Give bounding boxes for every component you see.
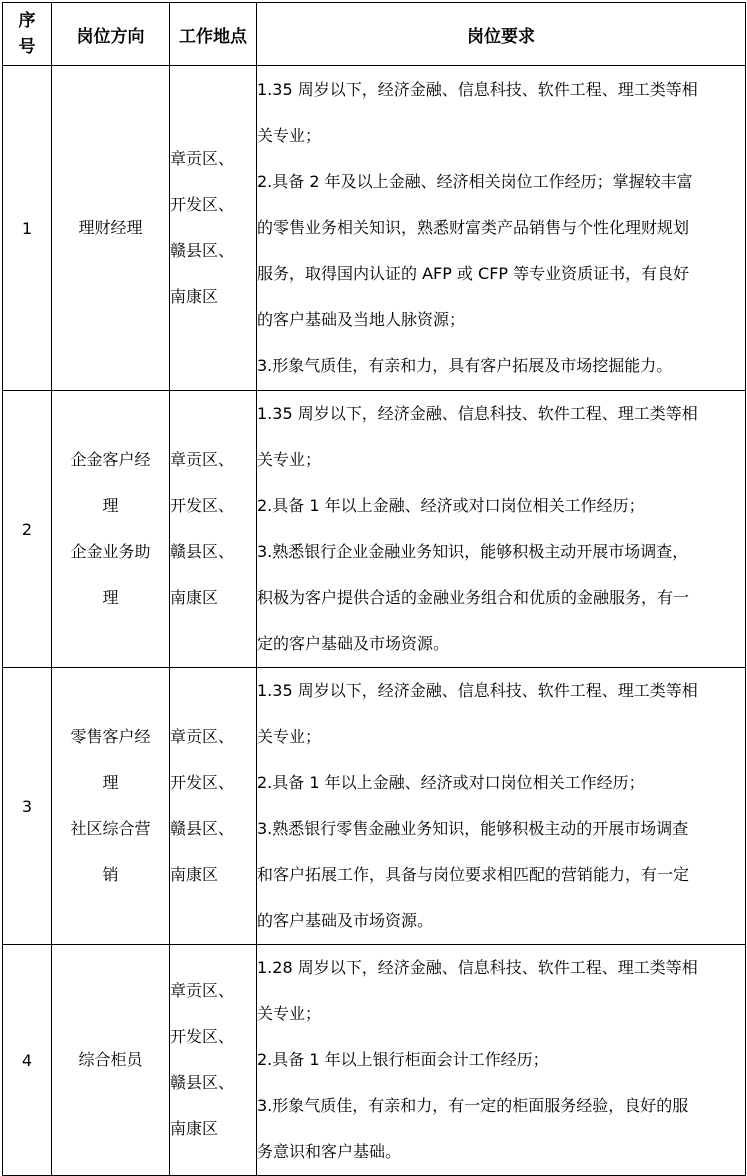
row-index: 2 xyxy=(3,391,52,668)
location-line: 赣县区、 xyxy=(170,241,235,260)
requirement-line: 3.形象气质佳，有亲和力，具有客户拓展及市场挖掘能力。 xyxy=(257,356,673,375)
location-line: 开发区、 xyxy=(170,773,235,792)
job-table xyxy=(2,2,746,1176)
table-row xyxy=(3,668,746,945)
header-location: 工作地点 xyxy=(170,3,257,66)
position-line: 企金业务助 xyxy=(70,542,151,561)
requirement-line: 1.35 周岁以下，经济金融、信息科技、软件工程、理工类等相 xyxy=(257,404,698,423)
table-row xyxy=(3,66,746,391)
requirement-line: 的客户基础及当地人脉资源； xyxy=(257,310,466,329)
row-index: 4 xyxy=(3,945,52,1176)
requirement-line: 2.具备 1 年以上银行柜面会计工作经历； xyxy=(257,1050,549,1069)
location-line: 赣县区、 xyxy=(170,819,235,838)
requirement-line: 定的客户基础及市场资源。 xyxy=(257,634,450,653)
requirement-line: 的客户基础及市场资源。 xyxy=(257,911,434,930)
row-location xyxy=(170,668,257,945)
location-line: 南康区 xyxy=(170,588,219,607)
requirement-line: 1.35 周岁以下，经济金融、信息科技、软件工程、理工类等相 xyxy=(257,681,698,700)
row-requirements xyxy=(257,66,746,391)
header-position: 岗位方向 xyxy=(52,3,170,66)
location-line: 南康区 xyxy=(170,865,219,884)
row-index: 3 xyxy=(3,668,52,945)
header-index xyxy=(3,3,52,66)
location-line: 南康区 xyxy=(170,287,219,306)
row-position xyxy=(52,945,170,1176)
position-line: 综合柜员 xyxy=(78,1050,143,1069)
table-row xyxy=(3,945,746,1176)
location-line: 章贡区、 xyxy=(170,149,235,168)
header-index-line: 号 xyxy=(18,37,36,57)
requirement-line: 关专业； xyxy=(257,126,322,145)
table-row xyxy=(3,391,746,668)
requirement-line: 1.35 周岁以下，经济金融、信息科技、软件工程、理工类等相 xyxy=(257,80,698,99)
requirement-line: 务意识和客户基础。 xyxy=(257,1142,402,1161)
requirement-line: 关专业； xyxy=(257,1004,322,1023)
position-line: 理 xyxy=(102,773,119,792)
requirement-line: 2.具备 1 年以上金融、经济或对口岗位相关工作经历； xyxy=(257,773,645,792)
row-location xyxy=(170,945,257,1176)
location-line: 南康区 xyxy=(170,1119,219,1138)
position-line: 理 xyxy=(102,588,119,607)
row-requirements xyxy=(257,945,746,1176)
location-line: 赣县区、 xyxy=(170,1073,235,1092)
row-location xyxy=(170,391,257,668)
row-requirements xyxy=(257,391,746,668)
header-requirements: 岗位要求 xyxy=(257,3,746,66)
position-line: 销 xyxy=(102,865,119,884)
position-line: 企金客户经 xyxy=(70,450,151,469)
location-line: 章贡区、 xyxy=(170,727,235,746)
requirement-line: 关专业； xyxy=(257,727,322,746)
row-position xyxy=(52,66,170,391)
requirement-line: 1.28 周岁以下，经济金融、信息科技、软件工程、理工类等相 xyxy=(257,958,698,977)
position-line: 社区综合营 xyxy=(70,819,151,838)
header-row xyxy=(3,3,746,66)
requirement-line: 的零售业务相关知识，熟悉财富类产品销售与个性化理财规划 xyxy=(257,218,690,237)
location-line: 开发区、 xyxy=(170,496,235,515)
row-position xyxy=(52,668,170,945)
requirement-line: 3.熟悉银行零售金融业务知识，能够积极主动的开展市场调查 xyxy=(257,819,689,838)
position-line: 理财经理 xyxy=(78,218,143,237)
requirement-line: 2.具备 2 年及以上金融、经济相关岗位工作经历；掌握较丰富 xyxy=(257,172,693,191)
location-line: 开发区、 xyxy=(170,1027,235,1046)
row-index: 1 xyxy=(3,66,52,391)
requirement-line: 服务，取得国内认证的 AFP 或 CFP 等专业资质证书，有良好 xyxy=(257,264,690,283)
row-location xyxy=(170,66,257,391)
requirement-line: 和客户拓展工作，具备与岗位要求相匹配的营销能力，有一定 xyxy=(257,865,690,884)
location-line: 章贡区、 xyxy=(170,981,235,1000)
row-position xyxy=(52,391,170,668)
location-line: 开发区、 xyxy=(170,195,235,214)
position-line: 理 xyxy=(102,496,119,515)
location-line: 赣县区、 xyxy=(170,542,235,561)
header-index-line: 序 xyxy=(18,11,36,31)
position-line: 零售客户经 xyxy=(70,727,151,746)
row-requirements xyxy=(257,668,746,945)
location-line: 章贡区、 xyxy=(170,450,235,469)
requirement-line: 3.形象气质佳，有亲和力，有一定的柜面服务经验，良好的服 xyxy=(257,1096,689,1115)
requirement-line: 关专业； xyxy=(257,450,322,469)
requirement-line: 2.具备 1 年以上金融、经济或对口岗位相关工作经历； xyxy=(257,496,645,515)
requirement-line: 3.熟悉银行企业金融业务知识，能够积极主动开展市场调查， xyxy=(257,542,689,561)
requirement-line: 积极为客户提供合适的金融业务组合和优质的金融服务，有一 xyxy=(257,588,690,607)
